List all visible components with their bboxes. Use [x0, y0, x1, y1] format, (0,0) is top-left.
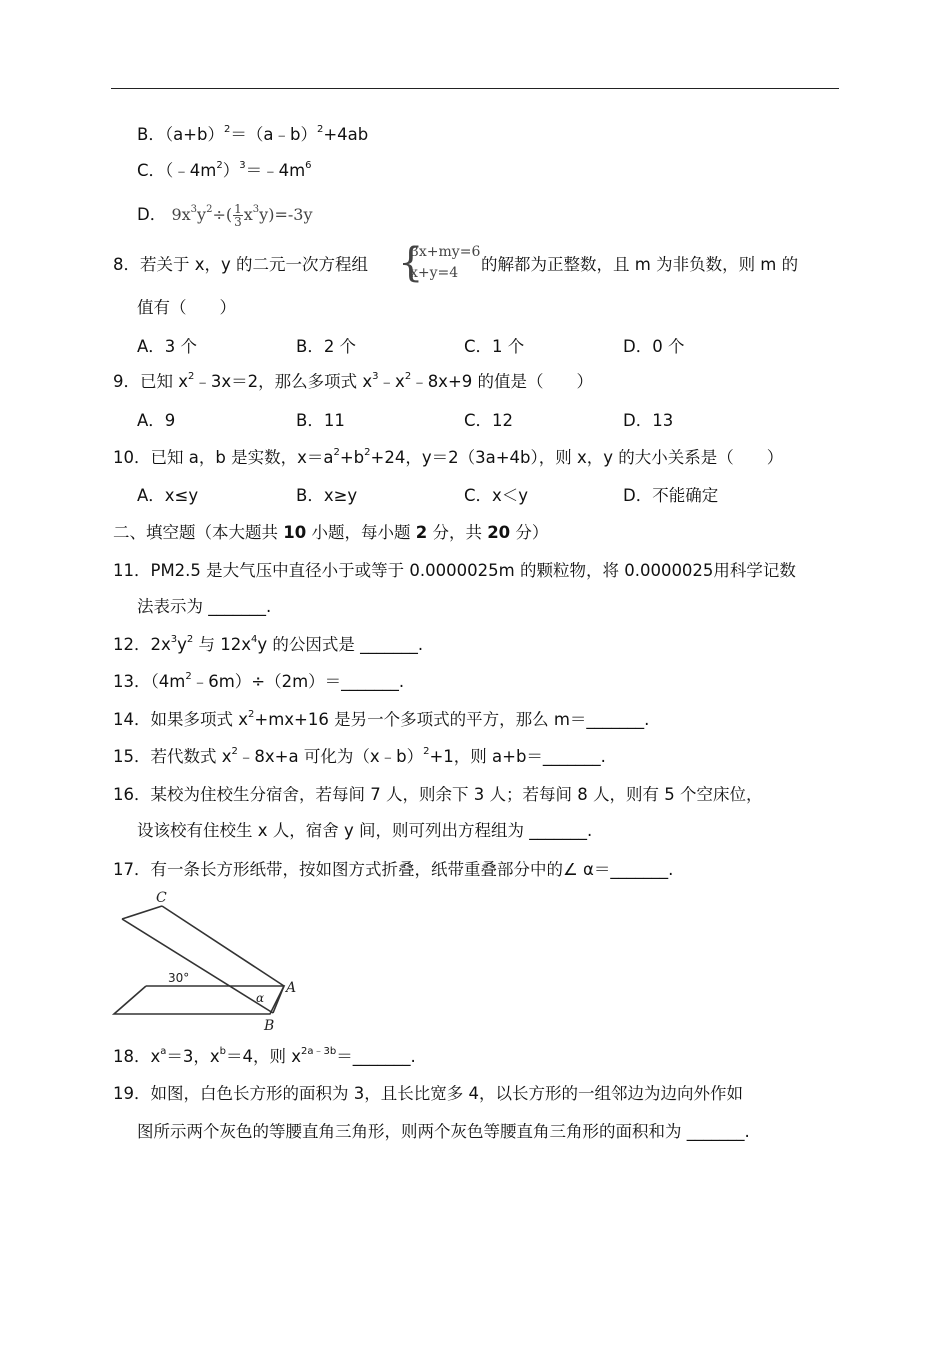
q17-folded-strip-figure [110, 886, 310, 1036]
q8-stem-cont: 值有（ ） [137, 298, 236, 317]
q17-stem: 17．有一条长方形纸带，按如图方式折叠，纸带重叠部分中的∠ α＝_______. [113, 860, 674, 879]
q7-option-b: B．$(a+b)^2=(a﹣b)^2+4ab$ [137, 124, 369, 144]
q10-option-d: D．不能确定 [623, 486, 719, 505]
q9-option-a: A．9 [137, 411, 176, 430]
q8-stem-tail: 的解都为正整数，且 m 为非负数，则 m 的 [481, 255, 799, 274]
q11-line2: 法表示为 _______. [137, 597, 272, 616]
label-a: A [286, 980, 297, 996]
strip-fold-edge-upper [122, 919, 273, 1013]
q15-stem: 15．若代数式 $x^2﹣8x+a$ 可化为（x﹣b）$^2$+1，则 a+b＝_______. [113, 746, 606, 766]
q10-option-a: A．x≤y [137, 486, 199, 505]
q18-stem: 18．$x^a=3$，$x^b=4$，则 $x^{2a﹣3b}=\_\_\_\_\_\_\_$. [113, 1046, 416, 1066]
section-heading: 二、填空题（本大题共 10 小题，每小题 2 分，共 20 分） [113, 523, 549, 542]
q14-stem: 14．如果多项式 $x^2+mx+16$ 是另一个多项式的平方，那么 m＝_______. [113, 709, 650, 729]
q13-stem: 13．$(4m^2﹣6m)\div(2m)=\_\_\_\_\_\_\_$. [113, 671, 405, 691]
q8-equation-system: 3x+my=6 x+y=4 [410, 244, 481, 281]
q8-option-c: C．1 个 [464, 337, 525, 356]
q8-option-d: D．0 个 [623, 337, 685, 356]
q11-line1: 11．PM2.5 是大气压中直径小于或等于 0.0000025m 的颗粒物，将 0.0000025用科学记数 [113, 561, 796, 580]
q16-line2: 设该校有住校生 x 人，宿舍 y 间，则可列出方程组为 _______. [137, 821, 593, 840]
q7-d-expression: $9x^3y^2\div$( $\frac{1}{3}$ $x^3y)=-3y$ [171, 202, 313, 229]
q16-line1: 16．某校为住校生分宿舍，若每间 7 人，则余下 3 人；若每间 8 人，则有 5 个空床位， [113, 785, 763, 804]
q7-option-c: C．$(﹣4m^2)^3=﹣4m^6$ [137, 160, 312, 180]
q9-stem: 9．已知 $x^2﹣3x=2$，那么多项式 $x^3﹣x^2﹣8x+9$ 的值是（ ） [113, 371, 594, 391]
q10-option-b: B．x≥y [296, 486, 358, 505]
label-alpha: α [256, 991, 265, 1005]
q10-option-c: C．x＜y [464, 486, 529, 505]
q19-line2: 图所示两个灰色的等腰直角三角形，则两个灰色等腰直角三角形的面积和为 _______. [137, 1122, 750, 1141]
q9-option-c: C．12 [464, 411, 514, 430]
header-rule [111, 88, 839, 89]
q7-option-d: D． $9x^3y^2\div$( $\frac{1}{3}$ $x^3y)=-3y$ [137, 202, 313, 229]
strip-fold-top [122, 906, 162, 919]
q8-stem: 8．若关于 x，y 的二元一次方程组 [113, 255, 369, 274]
label-c: C [156, 890, 167, 906]
label-b: B [264, 1018, 275, 1034]
q19-line1: 19．如图，白色长方形的面积为 3，且长比宽多 4，以长方形的一组邻边为边向外作如 [113, 1084, 743, 1103]
strip-crease [273, 986, 284, 1013]
q12-stem: 12．$2x^3y^2$ 与 $12x^4y$ 的公因式是 _______. [113, 634, 424, 654]
q8-option-b: B．2 个 [296, 337, 357, 356]
label-angle-30: 30° [168, 971, 190, 985]
q8-option-a: A．3 个 [137, 337, 198, 356]
system-brace-icon: { [398, 240, 424, 286]
q10-stem: 10．已知 a，b 是实数，$x=a^2+b^2+24$，y＝2（3a+4b），则 x，y 的大小关系是（ ） [113, 447, 784, 467]
q9-option-b: B．11 [296, 411, 345, 430]
q9-option-d: D．13 [623, 411, 674, 430]
